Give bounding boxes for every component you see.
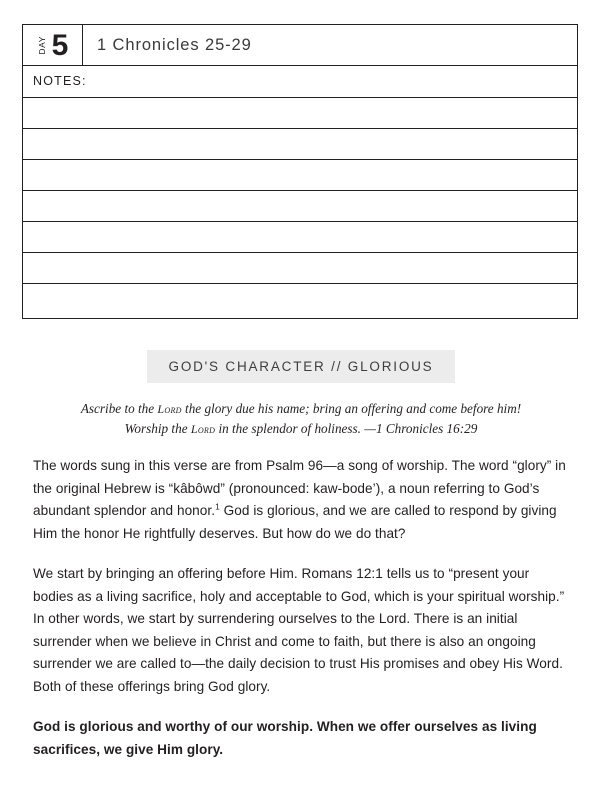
body-paragraph-1 bbox=[33, 455, 571, 545]
section-title: GOD'S CHARACTER // GLORIOUS bbox=[147, 350, 456, 383]
notes-rule bbox=[23, 221, 577, 222]
passage-reference: 1 Chronicles 25-29 bbox=[97, 35, 252, 54]
section-title-container bbox=[0, 350, 602, 383]
verse-part-3: in the splendor of holiness. —1 Chronicles 16:29 bbox=[215, 421, 478, 436]
divine-name-2: Lord bbox=[190, 422, 216, 436]
notes-rule bbox=[23, 252, 577, 253]
footnote-marker: 1 bbox=[215, 501, 220, 512]
day-number: 5 bbox=[51, 29, 69, 62]
day-header-bar bbox=[22, 24, 578, 66]
day-label: DAY bbox=[36, 35, 47, 55]
notes-rule bbox=[23, 97, 577, 98]
body-paragraph-2: We start by bringing an offering before Him. Romans 12:1 tells us to “present your bodies as a living sacrifice, holy and acceptable to God, which is your spiritual worship.” In other words, we start by surrendering ourselves to the Lord. There is an initial surrender when we believe in Christ and come to faith, but there is also an ongoing surrender we are called to—the daily decision to trust His promises and obey His Word. Both of these offerings bring God glory. bbox=[33, 566, 565, 694]
notes-rule bbox=[23, 128, 577, 129]
verse-part-1: Ascribe to the bbox=[80, 401, 158, 416]
divine-name-1: Lord bbox=[157, 402, 182, 416]
notes-rule bbox=[23, 190, 577, 191]
devotional-body bbox=[33, 455, 571, 761]
day-badge bbox=[23, 25, 83, 65]
body-paragraph-3: God is glorious and worthy of our worship. When we offer ourselves as living sacrifices, we give Him glory. bbox=[33, 719, 537, 757]
body-paragraph-1-text: The words sung in this verse are from Psalm 96—a song of worship. The word “glory” in the original Hebrew is “kâbôwd” (pronounced: kaw-bode’), a noun referring to God’s abundant splendor and honor. bbox=[33, 458, 566, 518]
scripture-verse bbox=[78, 399, 524, 439]
notes-box bbox=[22, 66, 578, 319]
body-paragraph-1-continued: God is glorious, and we are called to respond by giving Him the honor He rightfully deserves. But how do we do that? bbox=[33, 503, 557, 541]
notes-rule bbox=[23, 159, 577, 160]
notes-label: NOTES: bbox=[33, 74, 87, 88]
notes-rule bbox=[23, 283, 577, 284]
verse-part-2: the glory due his name; bring an offering and come before him! Worship the bbox=[124, 401, 522, 436]
